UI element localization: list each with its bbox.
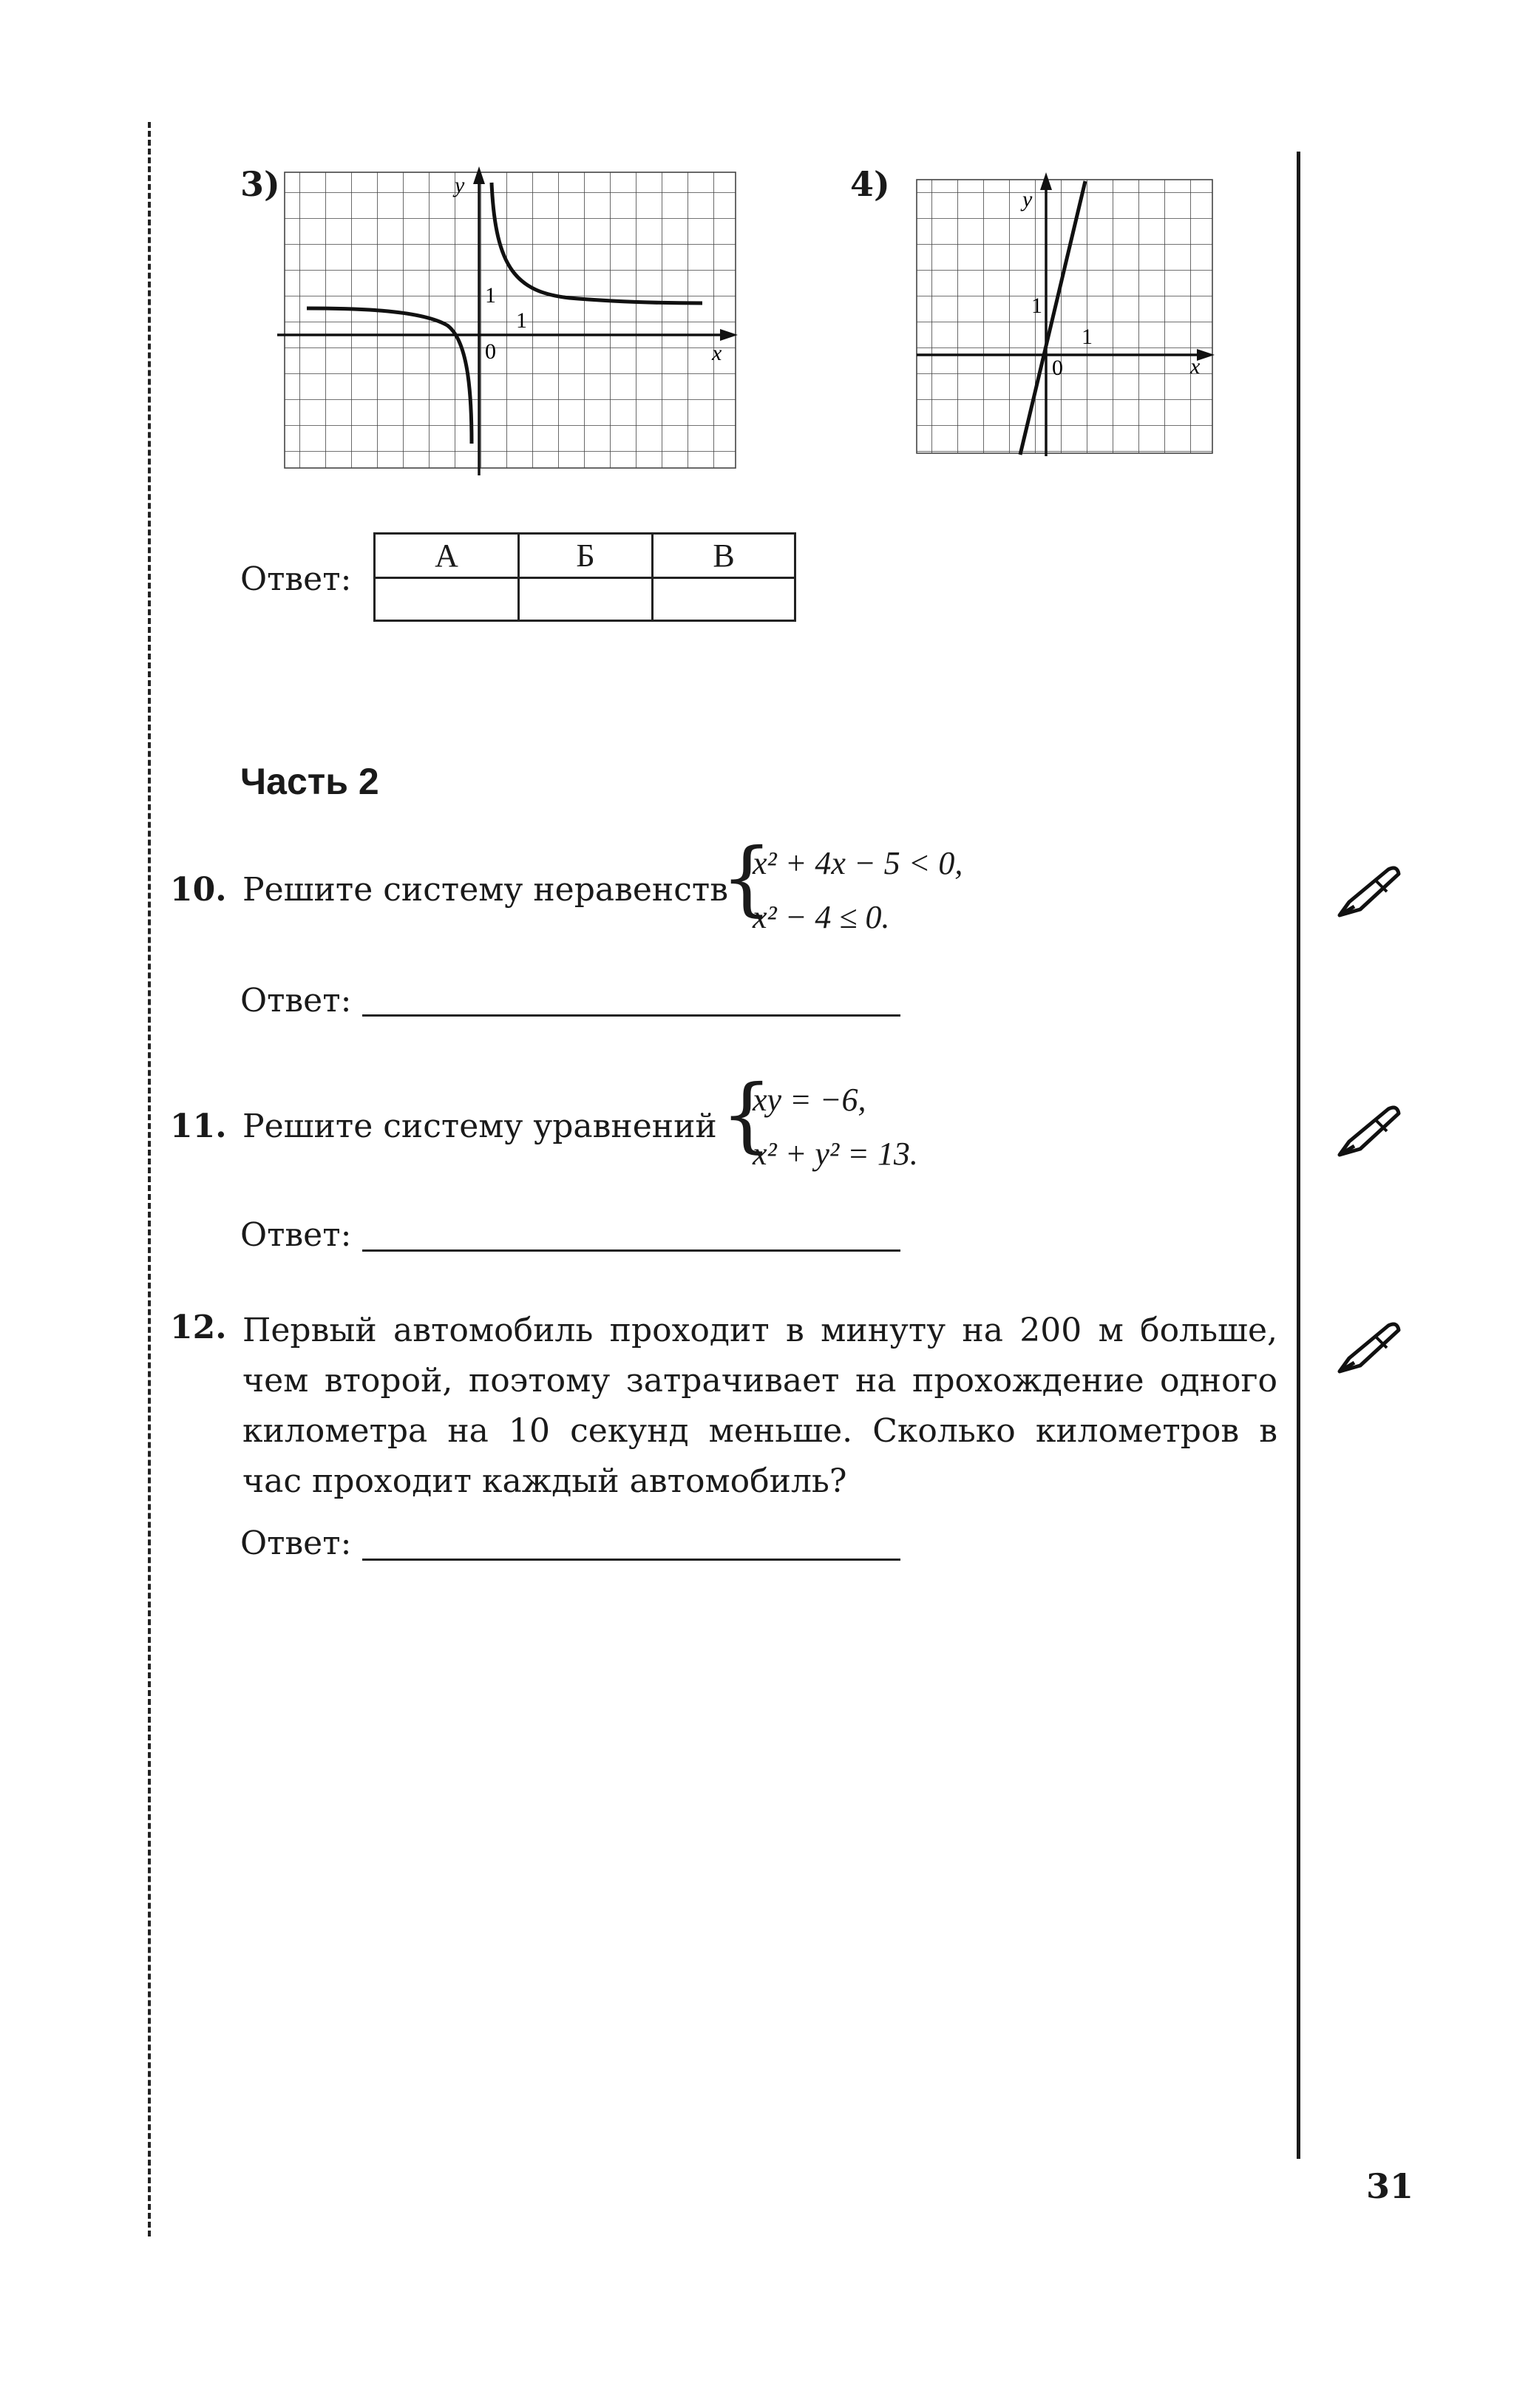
answer-header-b: Б [519,534,653,578]
answer-header-a: А [375,534,519,578]
graph-4-unit-y: 1 [1031,294,1042,318]
question-12-text: Первый автомобиль проходит в минуту на 200 м больше, чем второй, поэтому затрачивает на прохождение одного километра на 10 секунд меньше. Сколько километров в час проходит каждый автомобиль? [242,1312,1277,1500]
question-10-eq-1: x² + 4x − 5 < 0, [753,845,963,881]
question-11-brace: { [721,1067,773,1161]
pen-icon [1331,1103,1405,1162]
answer-cell-a[interactable] [375,578,519,621]
question-11-text: Решите систему уравнений [242,1108,717,1145]
answer-cell-c[interactable] [653,578,795,621]
question-12-answer-field[interactable] [362,1559,900,1561]
graph-3-hyperbola [274,166,754,477]
part-title: Часть 2 [240,761,379,802]
question-11-answer-field[interactable] [362,1249,900,1252]
cut-line [148,122,151,2236]
question-11-eq-2: x² + y² = 13. [753,1136,918,1172]
graph-3-unit-y: 1 [485,283,496,308]
graph-4-y-label: y [1022,187,1033,211]
graph-4-unit-x: 1 [1082,325,1093,349]
question-10-answer-field[interactable] [362,1014,900,1017]
answer-cell-b[interactable] [519,578,653,621]
answer-table [373,532,796,622]
graph-4-label: 4) [850,164,890,204]
answer-table-label: Ответ: [240,560,352,598]
page-number: 31 [1366,2166,1414,2206]
graph-4-line [906,166,1231,462]
graph-3-unit-x: 1 [516,308,527,333]
question-10-text: Решите систему неравенств [242,871,728,909]
question-11-answer-label: Ответ: [240,1216,352,1254]
pen-icon [1331,1320,1405,1379]
graph-4-origin: 0 [1052,356,1063,380]
margin-rule [1297,152,1300,2159]
graph-3-label: 3) [240,164,280,204]
answer-header-c: В [653,534,795,578]
graph-4-x-label: x [1190,354,1201,379]
graph-3-x-label: x [712,341,722,365]
question-10-number: 10. [170,871,227,909]
question-10-brace: { [721,830,773,925]
graph-3-y-label: y [455,173,465,197]
pen-icon [1331,864,1405,923]
question-11-number: 11. [170,1108,227,1145]
question-10-eq-2: x² − 4 ≤ 0. [753,899,890,935]
question-11-eq-1: xy = −6, [753,1082,866,1118]
graph-3-origin: 0 [485,339,496,364]
question-10-answer-label: Ответ: [240,982,352,1020]
question-12-answer-label: Ответ: [240,1524,352,1562]
question-12-number: 12. [170,1309,227,1346]
